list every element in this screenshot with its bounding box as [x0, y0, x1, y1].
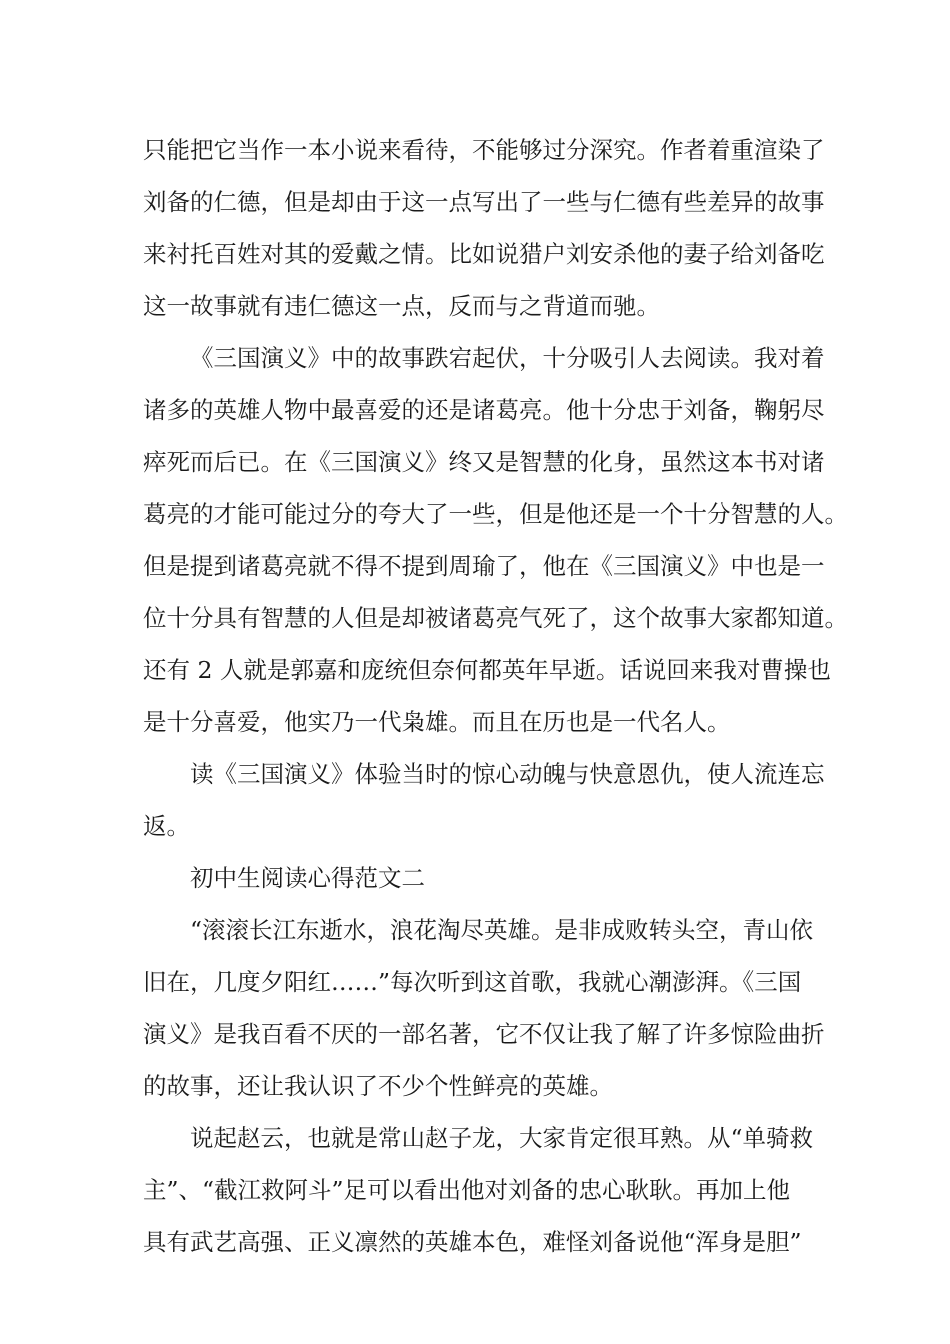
text-line: 瘁死而后已。在《三国演义》终又是智慧的化身，虽然这本书对诸: [143, 448, 825, 476]
text-line: 是十分喜爱，他实乃一代枭雄。而且在历也是一代名人。: [143, 708, 731, 736]
paragraph: [143, 1112, 823, 1268]
text-line: 只能把它当作一本小说来看待，不能够过分深究。作者着重渲染了: [143, 136, 825, 164]
text-line: 《三国演义》中的故事跌宕起伏，十分吸引人去阅读。我对着: [190, 344, 825, 372]
text-line: 主”、“截江救阿斗”足可以看出他对刘备的忠心耿耿。再加上他: [143, 1176, 791, 1204]
text-line: 刘备的仁德，但是却由于这一点写出了一些与仁德有些差异的故事: [143, 188, 825, 216]
text-line: 的故事，还让我认识了不少个性鲜亮的英雄。: [143, 1072, 613, 1100]
paragraph: [143, 124, 823, 332]
text-line: 旧在，几度夕阳红……”每次听到这首歌，我就心潮澎湃。《三国: [143, 968, 802, 996]
text-line: 诸多的英雄人物中最喜爱的还是诸葛亮。他十分忠于刘备，鞠躬尽: [143, 396, 825, 424]
text-line: 但是提到诸葛亮就不得不提到周瑜了，他在《三国演义》中也是一: [143, 552, 825, 580]
document-body: [143, 124, 848, 1268]
text-line: 葛亮的才能可能过分的夸大了一些，但是他还是一个十分智慧的人。: [143, 500, 848, 528]
text-line: 演义》是我百看不厌的一部名著，它不仅让我了解了许多惊险曲折: [143, 1020, 825, 1048]
text-line: 说起赵云，也就是常山赵子龙，大家肯定很耳熟。从“单骑救: [190, 1124, 814, 1152]
text-line: 读《三国演义》体验当时的惊心动魄与快意恩仇，使人流连忘: [190, 760, 825, 788]
text-line: 还有 2 人就是郭嘉和庞统但奈何都英年早逝。话说回来我对曹操也: [143, 656, 831, 684]
text-line: 初中生阅读心得范文二: [190, 864, 425, 892]
paragraph: [143, 748, 823, 852]
text-line: “滚滚长江东逝水，浪花淘尽英雄。是非成败转头空，青山依: [190, 916, 814, 944]
text-line: 返。: [143, 812, 190, 840]
paragraph: [143, 904, 823, 1112]
text-line: 位十分具有智慧的人但是却被诸葛亮气死了，这个故事大家都知道。: [143, 604, 848, 632]
paragraph: [143, 332, 848, 748]
text-line: 具有武艺高强、正义凛然的英雄本色，难怪刘备说他“浑身是胆”: [143, 1228, 802, 1256]
text-line: 来衬托百姓对其的爱戴之情。比如说猎户刘安杀他的妻子给刘备吃: [143, 240, 825, 268]
paragraph: [143, 852, 823, 904]
text-line: 这一故事就有违仁德这一点，反而与之背道而驰。: [143, 292, 660, 320]
